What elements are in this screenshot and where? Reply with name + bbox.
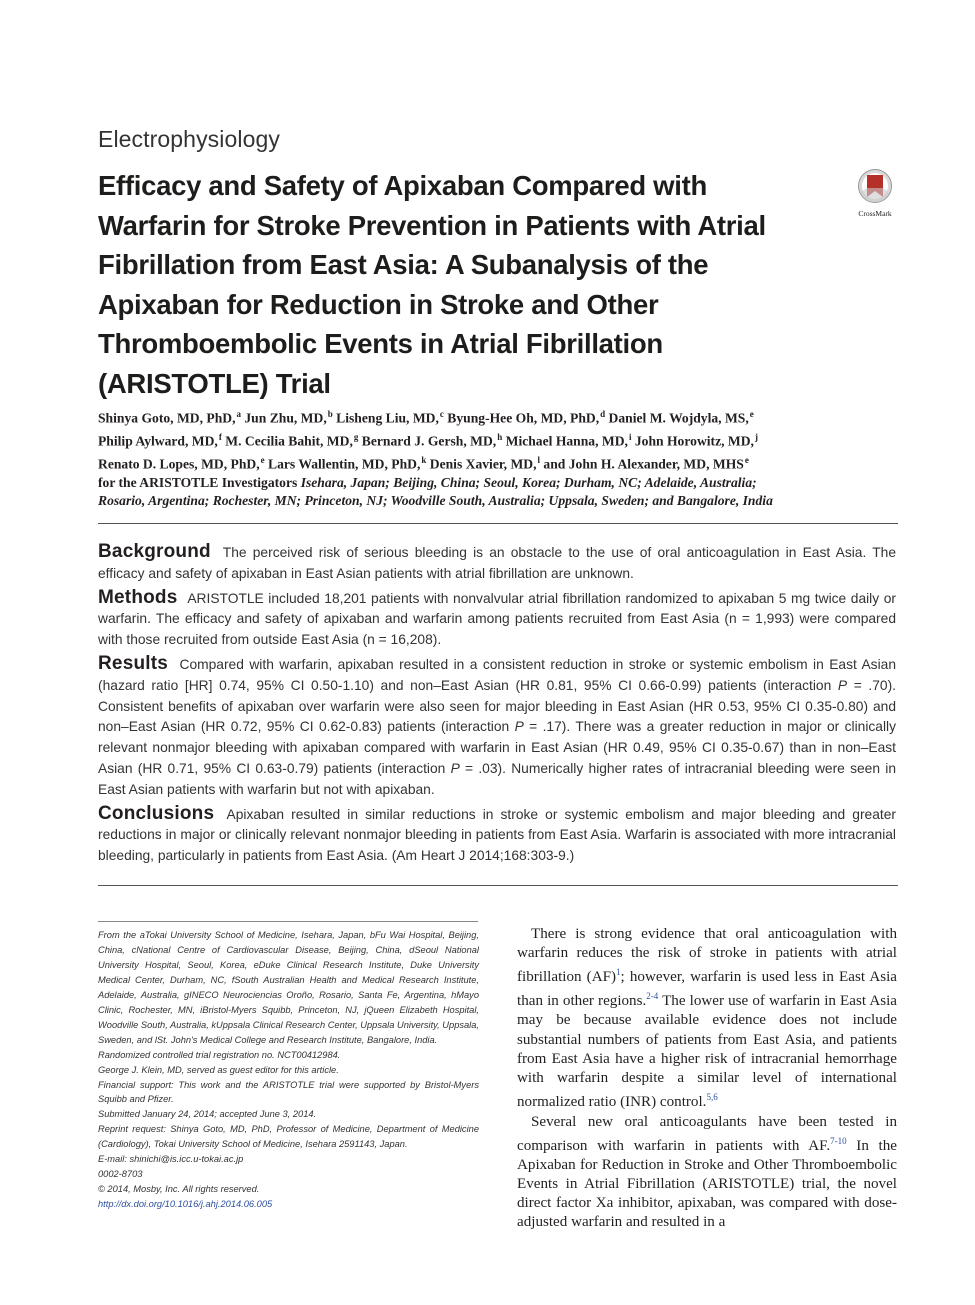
p-value-symbol: P xyxy=(450,760,460,776)
affiliations-note: From the aTokai University School of Medicine, Isehara, Japan, bFu Wai Hospital, Beijing, China, cNational Centre of Cardiovascular Disease, Beijing, China, dSeoul National University Hospital, Seoul, Korea, eDuke Clinical Research Institute, Duke University Medical Center, Durham, NC, fSouth Australian Health and Medical Research Institute, Adelaide, Australia, gINECO Neurociencias Oroño, Rosario, Santa Fe, Argentina, hMayo Clinic, Rochester, MN, iBristol-Myers Squibb, Princeton, NJ, jQueen Elizabeth Hospital, Woodville South, Australia, kUppsala Clinical Research Center, Uppsala University, Uppsala, Sweden, and lSt. John's Medical College and Research Institute, Bangalore, India. xyxy=(98,930,479,1045)
doi-link[interactable]: http://dx.doi.org/10.1016/j.ahj.2014.06.005 xyxy=(98,1199,273,1210)
author-name: Michael Hanna, MD, xyxy=(505,433,628,449)
article-title: Efficacy and Safety of Apixaban Compared with Warfarin for Stroke Prevention in Patients with Atrial Fibrillation from East Asia: A Subanalysis of the Apixaban for Reduction in Stroke and Other Thromboembolic Events in Atrial Fibrillation (ARISTOTLE) Trial xyxy=(98,170,766,399)
author-name: Denis Xavier, MD, xyxy=(429,456,537,472)
affiliation-mark: j xyxy=(754,431,758,442)
investigators-group: for the ARISTOTLE Investigators xyxy=(98,474,298,490)
section-label: Electrophysiology xyxy=(98,126,280,152)
citation-link[interactable]: 1 xyxy=(616,967,621,978)
methods-heading: Methods xyxy=(98,586,178,608)
footnotes xyxy=(98,928,479,1212)
results-text: = .70). Consistent benefits of apixaban over warfarin were also seen for major bleeding in East Asian (HR 0.53, 95% CI 0.35-0.80) and non–East Asian (HR 0.72, 95% CI 0.62-0.83) patients (interaction xyxy=(98,677,896,735)
author-name: Jun Zhu, MD, xyxy=(244,410,327,426)
affiliation-mark: d xyxy=(600,409,606,419)
reprint-note: Reprint request: Shinya Goto, MD, PhD, Professor of Medicine, Department of Medicine (Cardiology), Tokai University School of Medicine, Isehara 2591143, Japan. xyxy=(98,1124,479,1150)
author-locations: Rosario, Argentina; Rochester, MN; Princeton, NJ; Woodville South, Australia; Uppsala, Sweden; and Bangalore, India xyxy=(98,493,773,509)
p-value-symbol: P xyxy=(837,677,848,693)
dates-note: Submitted January 24, 2014; accepted June 3, 2014. xyxy=(98,1109,317,1120)
results-heading: Results xyxy=(98,652,169,674)
body-text-run: In the Apixaban for Reduction in Stroke and Other Thromboembolic Events in Atrial Fibrillation (ARISTOTLE) trial, the novel direct factor Xa inhibitor, apixaban, was compared with dose-adjusted warfarin and resulted in a xyxy=(517,1138,897,1231)
affiliation-mark: b xyxy=(327,409,333,419)
methods-text: ARISTOTLE included 18,201 patients with nonvalvular atrial fibrillation randomized to apixaban 5 mg twice daily or warfarin. The efficacy and safety of apixaban and warfarin among patients recruited from East Asia (n = 1,993) were compared with those recruited from outside East Asia (n = 16,208). xyxy=(98,590,896,648)
body-text xyxy=(517,925,897,1233)
abstract-background xyxy=(98,542,896,585)
issn-note: 0002-8703 xyxy=(98,1169,143,1180)
abstract-bottom-rule xyxy=(98,885,898,886)
author-line xyxy=(98,405,898,428)
background-text: The perceived risk of serious bleeding is an obstacle to the use of oral anticoagulation in East Asia. The efficacy and safety of apixaban in East Asian patients with atrial fibrillation are unknown. xyxy=(98,545,896,581)
author-name: Byung-Hee Oh, MD, PhD, xyxy=(447,410,600,426)
body-paragraph xyxy=(517,1113,897,1233)
affiliation-mark: e xyxy=(744,454,749,465)
affiliation-mark: g xyxy=(353,431,359,442)
abstract xyxy=(98,542,896,870)
body-paragraph xyxy=(517,925,897,1112)
author-name: M. Cecilia Bahit, MD, xyxy=(225,433,353,449)
author-name: Lisheng Liu, MD, xyxy=(336,410,439,426)
affiliation-mark: f xyxy=(218,431,222,442)
body-text-run: Several new oral anticoagulants have been tested in comparison with warfarin in patients with AF. xyxy=(517,1113,897,1155)
crossmark-icon xyxy=(855,168,895,204)
results-text: = .17). There was a greater reduction in major or clinically relevant nonmajor bleeding with apixaban compared with warfarin in East Asian (HR 0.49, 95% CI 0.35-0.67) than in non–East Asian (HR 0.71, 95% CI 0.63-0.79) patients (interaction xyxy=(98,719,896,776)
author-name: John Horowitz, MD, xyxy=(634,433,754,449)
author-name: Philip Aylward, MD, xyxy=(98,433,218,449)
author-name: Renato D. Lopes, MD, PhD, xyxy=(98,456,260,472)
editor-note: George J. Klein, MD, served as guest editor for this article. xyxy=(98,1064,339,1075)
crossmark-badge[interactable] xyxy=(852,168,898,218)
affiliation-mark: e xyxy=(260,454,265,465)
conclusions-text: Apixaban resulted in similar reductions in stroke or systemic embolism and major bleeding and greater reductions in major or clinically relevant nonmajor bleeding in patients from East Asia. Warfarin is associated with more intracranial bleeding, particularly in patients from East Asia. (Am Heart J 2014;168:303-9.) xyxy=(98,806,896,864)
affiliation-mark: e xyxy=(749,409,754,419)
conclusions-heading: Conclusions xyxy=(98,802,215,824)
author-locations: Isehara, Japan; Beijing, China; Seoul, Korea; Durham, NC; Adelaide, Australia; xyxy=(300,474,757,490)
affiliation-mark: h xyxy=(497,431,503,442)
crossmark-label: CrossMark xyxy=(858,209,892,218)
author-name: Daniel M. Wojdyla, MS, xyxy=(608,410,749,426)
footnote-rule xyxy=(98,921,478,922)
body-text-run: The lower use of warfarin in East Asia may be because available evidence does not include substantial numbers of patients from East Asia, and patients from East Asia have a higher risk of intracranial hemorrhage with warfarin despite a similar level of international normalized ratio (INR) control. xyxy=(517,993,897,1110)
results-text: Compared with warfarin, apixaban resulted in a consistent reduction in stroke or systemic embolism in East Asian (hazard ratio [HR] 0.74, 95% CI 0.50-1.10) and non–East Asian (HR 0.81, 95% CI 0.66-0.99) patients (interaction xyxy=(98,656,896,693)
abstract-top-rule xyxy=(98,523,898,524)
email-note[interactable]: E-mail: shinichi@is.icc.u-tokai.ac.jp xyxy=(98,1154,244,1165)
citation-link[interactable]: 5,6 xyxy=(706,1091,718,1102)
support-note: Financial support: This work and the ARISTOTLE trial were supported by Bristol-Myers Squibb and Pfizer. xyxy=(98,1079,479,1105)
abstract-conclusions xyxy=(98,804,896,867)
registration-note: Randomized controlled trial registration no. NCT00412984. xyxy=(98,1049,341,1060)
author-name: Bernard J. Gersh, MD, xyxy=(361,433,497,449)
author-line xyxy=(98,474,898,492)
author-name: and John H. Alexander, MD, MHS xyxy=(543,456,744,472)
affiliation-mark: c xyxy=(439,409,444,419)
author-line xyxy=(98,451,898,474)
citation-link[interactable]: 2-4 xyxy=(646,991,659,1002)
author-name: Shinya Goto, MD, PhD, xyxy=(98,410,236,426)
body-text-run: There is strong evidence that oral anticoagulation with warfarin reduces the risk of stroke in patients with atrial fibrillation (AF) xyxy=(517,926,897,986)
p-value-symbol: P xyxy=(514,719,524,735)
author-line xyxy=(98,492,898,510)
affiliation-mark: k xyxy=(421,454,427,465)
affiliation-mark: l xyxy=(537,454,541,465)
body-text-run: ; however, warfarin is used less in East Asia than in other regions. xyxy=(517,969,897,1010)
results-text: = .03). Numerically higher rates of intracranial bleeding were seen in East Asian patients with warfarin but not with apixaban. xyxy=(98,760,897,797)
affiliation-mark: i xyxy=(628,431,632,442)
author-line xyxy=(98,428,898,451)
abstract-results xyxy=(98,654,896,801)
author-name: Lars Wallentin, MD, PhD, xyxy=(268,456,421,472)
author-list xyxy=(98,405,898,511)
background-heading: Background xyxy=(98,541,211,562)
abstract-methods xyxy=(98,588,896,651)
affiliation-mark: a xyxy=(236,409,241,419)
copyright-note: © 2014, Mosby, Inc. All rights reserved. xyxy=(98,1184,260,1195)
citation-link[interactable]: 7-10 xyxy=(830,1136,847,1147)
